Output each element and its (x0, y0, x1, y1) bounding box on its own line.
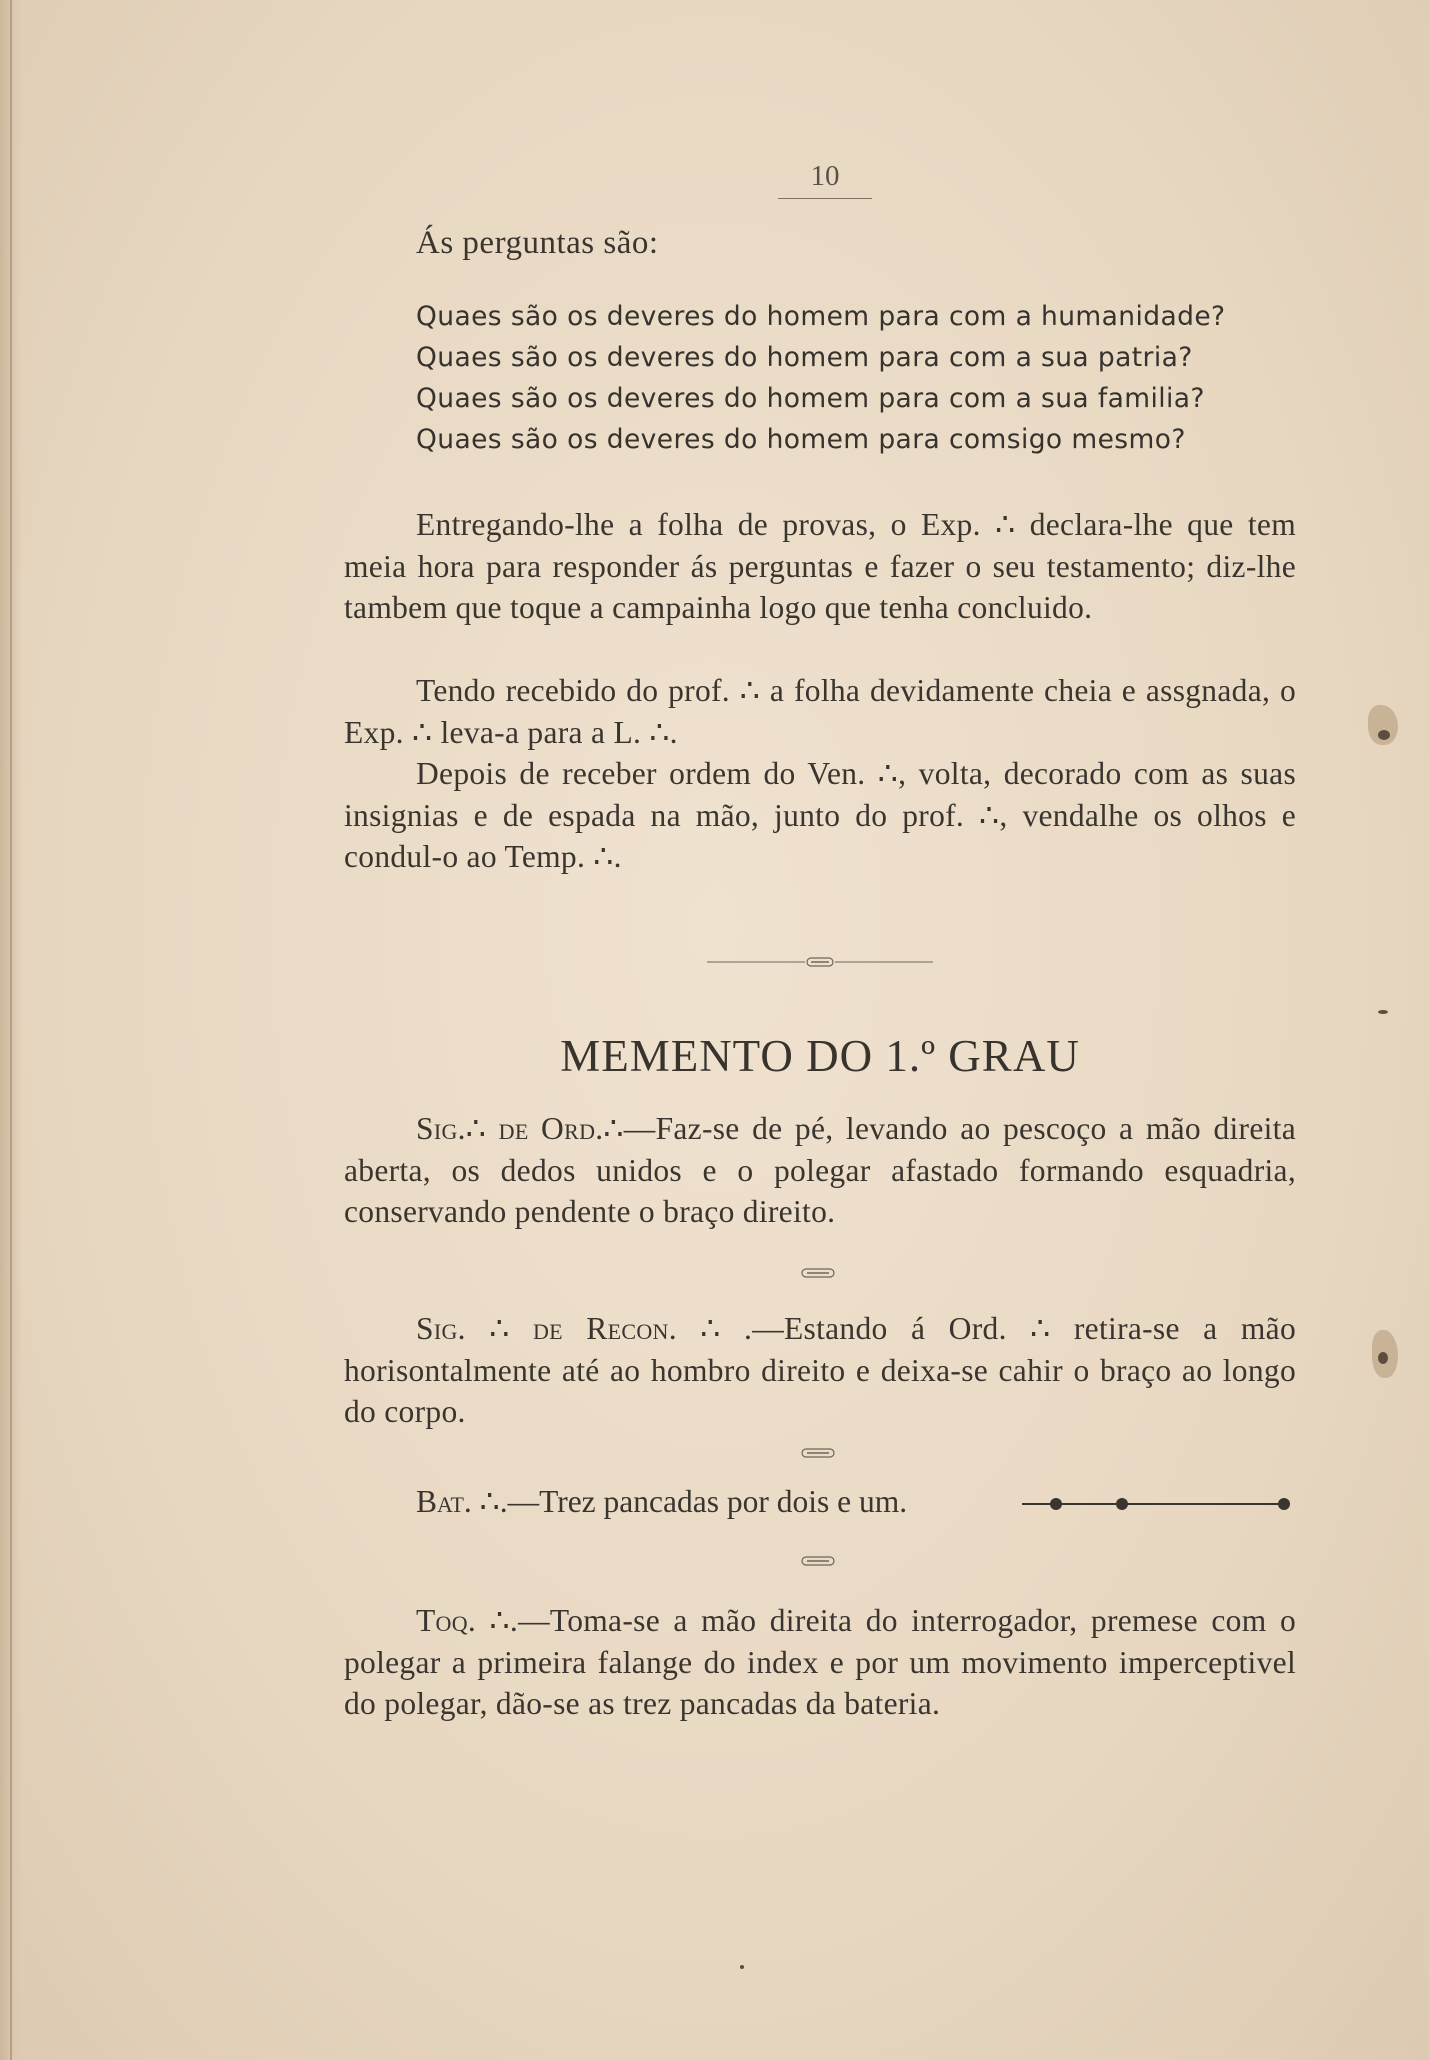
page-number: 10 (810, 160, 840, 192)
paper-speck (1378, 730, 1390, 740)
memento-title: MEMENTO DO 1.º GRAU (560, 1031, 1080, 1081)
question-item: Quaes são os deveres do homem para com a sua familia? (416, 383, 1205, 414)
ornament-small (798, 1266, 838, 1280)
entry-sig-recon (344, 1308, 1296, 1433)
entry-toq (344, 1600, 1296, 1725)
paragraph-blindfold: Depois de receber ordem do Ven. ∴, volta, decorado com as suas insignias e de espada na mão, junto do prof. ∴, vendalhe os olhos e condul-o ao Temp. ∴. (344, 756, 1296, 874)
bat-text: .—Trez pancadas por dois e um. (499, 1484, 908, 1519)
entry-sig-ord (344, 1108, 1296, 1233)
sig-recon-text: ∴ .—Estando á Ord. ∴ retira-se a mão horisontalmente até ao hombro direito e deixa-se cahir o braço ao longo do corpo. (344, 1311, 1296, 1429)
paper-speck (1378, 1352, 1388, 1364)
question-item: Quaes são os deveres do homem para com a sua patria? (416, 342, 1193, 373)
paper-speck (740, 1965, 744, 1969)
toq-text: .—Toma-se a mão direita do interrogador, premese com o polegar a primeira falange do index e por um movimento imperceptivel do polegar, dão-se as trez pancadas da bateria. (344, 1603, 1297, 1721)
intro-line: Ás perguntas são: (416, 225, 659, 261)
paragraph-received: Tendo recebido do prof. ∴ a folha devidamente cheia e assgnada, o Exp. ∴ leva-a para a L. ∴. (344, 673, 1296, 750)
bat-label: Bat. ∴ (416, 1484, 500, 1519)
ornament-small (798, 1554, 838, 1568)
toq-label: Toq. ∴ (416, 1603, 510, 1638)
page-number-rule (778, 198, 872, 199)
ornament-divider (707, 955, 933, 969)
sig-ord-text: —Faz-se de pé, levando ao pescoço a mão direita aberta, os dedos unidos e o polegar afastado formando esquadria, conservando pendente o braço direito. (344, 1111, 1296, 1229)
battery-rhythm-icon (1022, 1496, 1292, 1512)
binding-line (10, 0, 12, 2060)
paper-speck (1378, 1010, 1388, 1014)
paragraph-delivery: Entregando-lhe a folha de provas, o Exp. ∴ declara-lhe que tem meia hora para responder ás perguntas e fazer o seu testamento; diz-lhe tambem que toque a campainha logo que tenha concluido. (344, 507, 1296, 625)
ornament-small (798, 1446, 838, 1460)
questions-list (416, 296, 1316, 460)
sig-recon-label: Sig. ∴ de Recon. (416, 1311, 677, 1346)
sig-ord-label: Sig.∴ de Ord.∴ (416, 1111, 624, 1146)
question-item: Quaes são os deveres do homem para com a humanidade? (416, 301, 1226, 332)
question-item: Quaes são os deveres do homem para comsigo mesmo? (416, 424, 1186, 455)
